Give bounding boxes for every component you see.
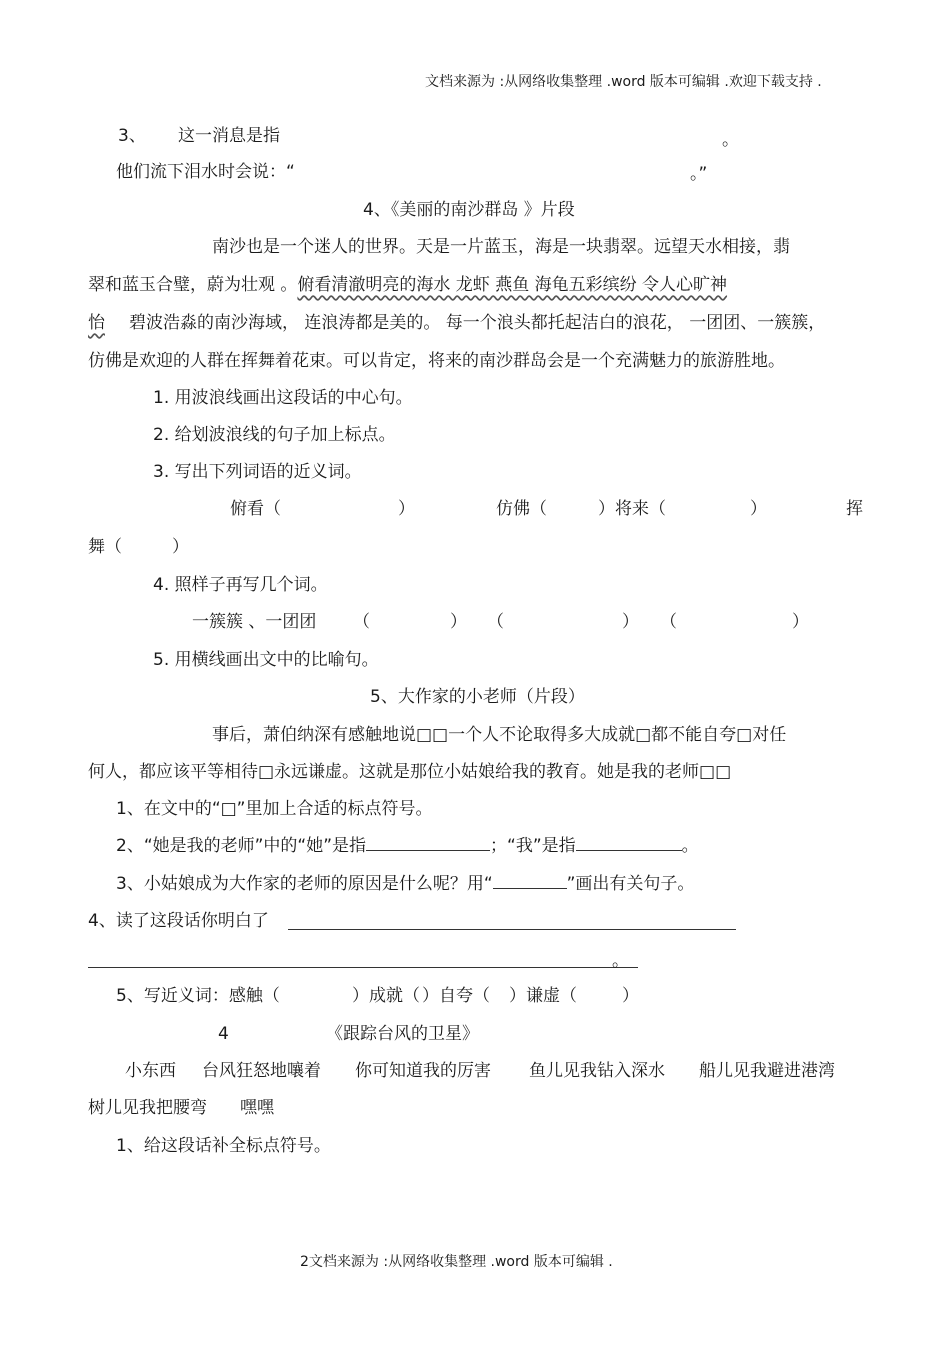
sec5-question-1: 1、在文中的“□”里加上合适的标点符号。: [116, 799, 433, 819]
sec5-question-3: [116, 872, 694, 896]
sec5-question-2: [116, 834, 699, 858]
sec4-para-line-3-text: 碧波浩淼的南沙海域， 连浪涛都是美的。 每一个浪头都托起洁白的浪花， 一团团、一簇簇，: [129, 313, 826, 333]
page-footer: 2文档来源为 :从网络收集整理 .word 版本可编辑 .: [300, 1254, 613, 1270]
answer-line-2[interactable]: [88, 967, 638, 968]
sec4-para-line-1: 南沙也是一个迷人的世界。天是一片蓝玉，海是一块翡翠。远望天水相接，翡: [212, 237, 790, 257]
sec5-question-2-part-a: 2、“她是我的老师”中的“她”是指: [116, 836, 367, 856]
sec6-phrase-3: 你可知道我的厉害: [355, 1061, 491, 1081]
sec4-example: 一簇簇 、一团团: [192, 612, 317, 632]
answer-line-1[interactable]: [288, 929, 736, 930]
sec5-q5-chengjiu: ）成就（: [352, 986, 420, 1006]
sec6-phrase-7: 嘿嘿: [240, 1098, 274, 1118]
sec3-question-2: 他们流下泪水时会说：“: [116, 162, 295, 182]
sec6-phrase-2: 台风狂怒地嚷着: [202, 1061, 321, 1081]
sec4-para-line-3: [88, 311, 825, 335]
sec4-question-1: 1. 用波浪线画出这段话的中心句。: [153, 388, 413, 408]
answer-blank-mark[interactable]: [493, 872, 567, 889]
sec4-question-5: 5. 用横线画出文中的比喻句。: [153, 650, 379, 670]
sec4-blank-2-open: （: [487, 612, 504, 632]
sec4-blank-3-open: （: [660, 612, 677, 632]
sec4-blank-3-close: ）: [792, 612, 809, 632]
sec5-question-4-end: 。: [612, 951, 629, 971]
sec5-q5-prefix: 5、写近义词：感触（: [116, 986, 280, 1006]
sec5-question-3-part-a: 3、小姑娘成为大作家的老师的原因是什么呢？用“: [116, 874, 493, 894]
sec4-title: 4、《美丽的南沙群岛 》片段: [363, 200, 575, 220]
sec5-question-4: 4、读了这段话你明白了: [88, 911, 269, 931]
sec5-para-line-2: 何人，都应该平等相待□永远谦虚。这就是那位小姑娘给我的教育。她是我的老师□□: [88, 762, 732, 782]
sec5-q5-qianxu: ）谦虚（: [509, 986, 577, 1006]
sec4-para-line-4: 仿佛是欢迎的人群在挥舞着花束。可以肯定，将来的南沙群岛会是一个充满魅力的旅游胜地。: [88, 351, 785, 371]
sec3-question-2-end: 。”: [690, 164, 708, 184]
syn-jianglai-close: ）: [750, 499, 767, 519]
syn-fangfu: 仿佛（: [496, 499, 547, 519]
syn-fukan-close: ）: [398, 499, 415, 519]
sec5-question-2-part-b: ；“我”是指: [490, 836, 576, 856]
sec6-phrase-4: 鱼儿见我钻入深水: [529, 1061, 665, 1081]
syn-jianglai: ）将来（: [598, 499, 666, 519]
sec5-para-line-1: 事后，萧伯纳深有感触地说□□一个人不论取得多大成就□都不能自夸□对任: [212, 725, 787, 745]
answer-blank-wo[interactable]: [576, 834, 682, 851]
sec4-para-line-2-text: 翠和蓝玉合璧，蔚为壮观 。: [88, 275, 298, 295]
sec5-q5-zikua: ）自夸（: [422, 986, 490, 1006]
sec4-wavy-sentence-1: 俯看清澈明亮的海水 龙虾 燕鱼 海龟五彩缤纷 令人心旷神: [297, 275, 728, 295]
sec6-number: 4: [218, 1024, 229, 1044]
sec3-number: 3、: [118, 126, 146, 146]
sec4-question-4: 4. 照样子再写几个词。: [153, 575, 328, 595]
sec6-phrase-5: 船儿见我避进港湾: [699, 1061, 835, 1081]
sec6-title: 《跟踪台风的卫星》: [326, 1024, 479, 1044]
syn-wu: 舞（: [88, 537, 122, 557]
sec4-blank-1-close: ）: [450, 612, 467, 632]
sec5-q5-close: ）: [622, 986, 639, 1006]
sec4-blank-2-close: ）: [622, 612, 639, 632]
page-header: 文档来源为 :从网络收集整理 .word 版本可编辑 .欢迎下载支持 .: [425, 74, 822, 90]
sec3-question-1: 这一消息是指: [178, 126, 280, 146]
sec4-para-line-2: [88, 273, 727, 297]
sec6-phrase-1: 小东西: [125, 1061, 176, 1081]
sec5-title: 5、大作家的小老师（片段）: [370, 687, 585, 707]
sec6-question-1: 1、给这段话补全标点符号。: [116, 1136, 331, 1156]
syn-fukan: 俯看（: [230, 499, 281, 519]
sec5-question-3-part-b: ”画出有关句子。: [566, 874, 695, 894]
answer-blank-ta[interactable]: [366, 834, 490, 851]
sec4-blank-1-open: （: [353, 612, 370, 632]
syn-wu-close: ）: [172, 537, 189, 557]
sec4-wavy-sentence-2: 怡: [88, 313, 105, 333]
sec6-phrase-6: 树儿见我把腰弯: [88, 1098, 207, 1118]
sec4-question-3: 3. 写出下列词语的近义词。: [153, 462, 362, 482]
sec5-question-2-part-c: 。: [681, 836, 699, 856]
sec3-question-1-end: 。: [722, 130, 739, 150]
sec4-question-2: 2. 给划波浪线的句子加上标点。: [153, 425, 396, 445]
syn-hui: 挥: [846, 499, 863, 519]
